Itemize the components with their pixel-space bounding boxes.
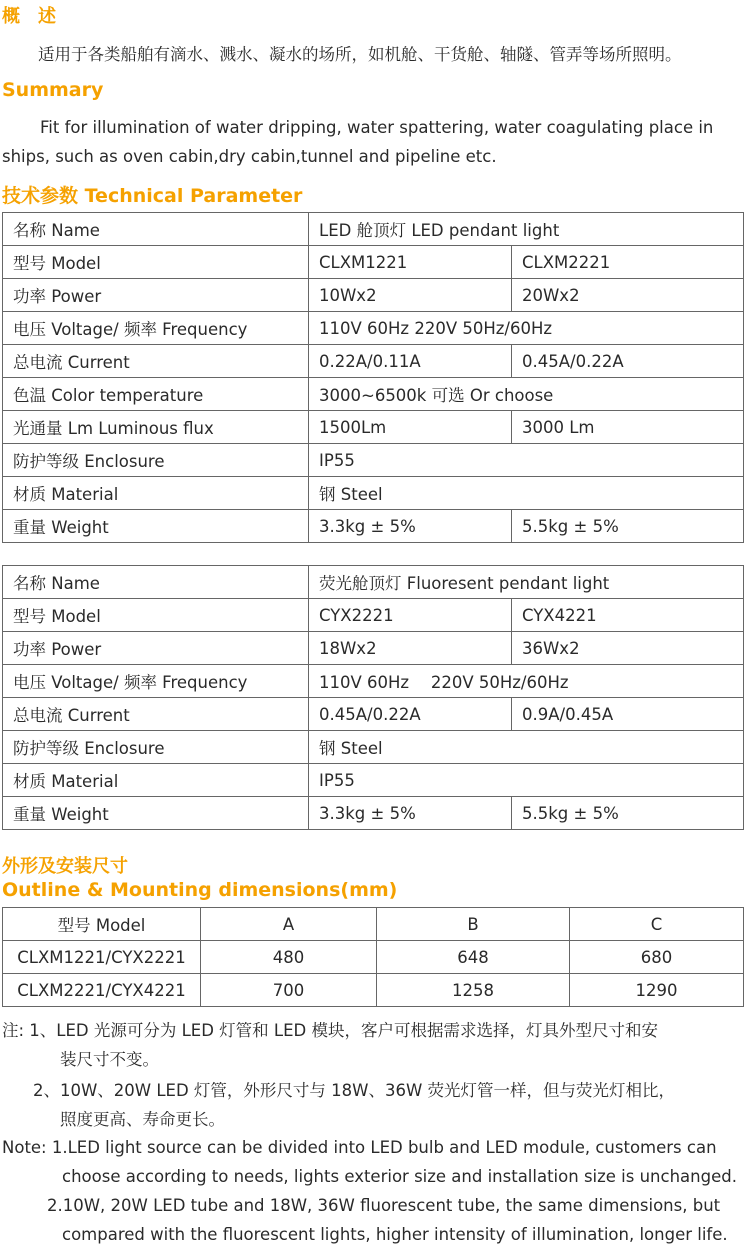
summary-heading: Summary: [2, 79, 104, 101]
dimensions-cell: 1290: [570, 974, 744, 1007]
note-en-2-line1: 2.10W, 20W LED tube and 18W, 36W fluorescent tube, the same dimensions, but: [47, 1196, 721, 1215]
spec-row: [3, 599, 744, 632]
note-cn-1-line1: 注: 1、LED 光源可分为 LED 灯管和 LED 模块，客户可根据需求选择，灯具外型尺寸和安: [2, 1021, 658, 1040]
spec-label: 色温 Color temperature: [3, 378, 309, 411]
spec-value: CLXM1221: [309, 246, 512, 279]
spec-row: [3, 279, 744, 312]
spec-value-alt: 0.9A/0.45A: [512, 698, 744, 731]
spec-row: [3, 698, 744, 731]
dimensions-header-cell: A: [201, 908, 377, 941]
spec-label: 材质 Material: [3, 764, 309, 797]
spec-row: [3, 411, 744, 444]
spec-value: 钢 Steel: [309, 731, 744, 764]
spec-label: 电压 Voltage/ 频率 Frequency: [3, 312, 309, 345]
spec-label: 功率 Power: [3, 632, 309, 665]
dimensions-row: [3, 974, 744, 1007]
note-en-1-line2: choose according to needs, lights exterior size and installation size is unchanged.: [62, 1167, 737, 1186]
spec-row: [3, 444, 744, 477]
spec-label: 名称 Name: [3, 213, 309, 246]
spec-value: 0.45A/0.22A: [309, 698, 512, 731]
dimensions-header-cell: C: [570, 908, 744, 941]
spec-row: [3, 378, 744, 411]
spec-value: CYX2221: [309, 599, 512, 632]
spec-label: 功率 Power: [3, 279, 309, 312]
dimensions-cell: CLXM1221/CYX2221: [3, 941, 201, 974]
spec-label: 总电流 Current: [3, 345, 309, 378]
spec-value-alt: 3000 Lm: [512, 411, 744, 444]
spec-row: [3, 510, 744, 543]
spec-value: IP55: [309, 444, 744, 477]
spec-label: 防护等级 Enclosure: [3, 444, 309, 477]
dimensions-cell: 700: [201, 974, 377, 1007]
spec-label: 型号 Model: [3, 246, 309, 279]
spec-value: 1500Lm: [309, 411, 512, 444]
summary-text-line2: ships, such as oven cabin,dry cabin,tunnel and pipeline etc.: [2, 147, 497, 166]
spec-row: [3, 731, 744, 764]
dimensions-header-row: [3, 908, 744, 941]
spec-value: 荧光舱顶灯 Fluoresent pendant light: [309, 566, 744, 599]
spec-row: [3, 764, 744, 797]
spec-value: 3000~6500k 可选 Or choose: [309, 378, 744, 411]
spec-label: 总电流 Current: [3, 698, 309, 731]
note-en-1-line1: Note: 1.LED light source can be divided into LED bulb and LED module, customers can: [2, 1138, 717, 1157]
spec-value: LED 舱顶灯 LED pendant light: [309, 213, 744, 246]
dimensions-cell: 1258: [377, 974, 570, 1007]
spec-value-alt: CYX4221: [512, 599, 744, 632]
spec-value: 18Wx2: [309, 632, 512, 665]
overview-heading-cn: 概 述: [2, 6, 56, 27]
dimensions-cell: CLXM2221/CYX4221: [3, 974, 201, 1007]
dimensions-heading-en: Outline & Mounting dimensions(mm): [2, 879, 398, 901]
spec-label: 光通量 Lm Luminous flux: [3, 411, 309, 444]
spec-value-alt: 36Wx2: [512, 632, 744, 665]
spec-label: 重量 Weight: [3, 797, 309, 830]
spec-row: [3, 566, 744, 599]
technical-heading: 技术参数 Technical Parameter: [2, 185, 303, 207]
spec-row: [3, 213, 744, 246]
spec-row: [3, 797, 744, 830]
spec-row: [3, 632, 744, 665]
dimensions-cell: 680: [570, 941, 744, 974]
dimensions-cell: 648: [377, 941, 570, 974]
spec-label: 电压 Voltage/ 频率 Frequency: [3, 665, 309, 698]
spec-row: [3, 477, 744, 510]
spec-label: 重量 Weight: [3, 510, 309, 543]
spec-value: 3.3kg ± 5%: [309, 797, 512, 830]
spec-row: [3, 665, 744, 698]
led-spec-table: [2, 212, 744, 543]
spec-value: 0.22A/0.11A: [309, 345, 512, 378]
note-cn-1-line2: 装尺寸不变。: [60, 1050, 159, 1069]
spec-value: 110V 60Hz 220V 50Hz/60Hz: [309, 312, 744, 345]
spec-label: 材质 Material: [3, 477, 309, 510]
note-en-2-line2: compared with the fluorescent lights, higher intensity of illumination, longer life.: [62, 1225, 728, 1244]
spec-value-alt: 5.5kg ± 5%: [512, 797, 744, 830]
spec-value-alt: 0.45A/0.22A: [512, 345, 744, 378]
spec-row: [3, 312, 744, 345]
note-cn-2-line1: 2、10W、20W LED 灯管，外形尺寸与 18W、36W 荧光灯管一样，但与荧光灯相比，: [33, 1081, 676, 1100]
spec-value: 110V 60Hz 220V 50Hz/60Hz: [309, 665, 744, 698]
dimensions-heading-cn: 外形及安装尺寸: [2, 856, 128, 877]
dimensions-cell: 480: [201, 941, 377, 974]
dimensions-row: [3, 941, 744, 974]
overview-text-cn: 适用于各类船舶有滴水、溅水、凝水的场所，如机舱、干货舱、轴隧、管弄等场所照明。: [38, 45, 682, 64]
dimensions-header-cell: B: [377, 908, 570, 941]
spec-value: IP55: [309, 764, 744, 797]
spec-row: [3, 246, 744, 279]
spec-label: 名称 Name: [3, 566, 309, 599]
spec-label: 防护等级 Enclosure: [3, 731, 309, 764]
spec-value-alt: 20Wx2: [512, 279, 744, 312]
summary-text-line1: Fit for illumination of water dripping, water spattering, water coagulating place in: [40, 118, 714, 137]
dimensions-table: [2, 907, 744, 1007]
spec-value-alt: CLXM2221: [512, 246, 744, 279]
spec-value: 10Wx2: [309, 279, 512, 312]
spec-value: 3.3kg ± 5%: [309, 510, 512, 543]
dimensions-header-cell: 型号 Model: [3, 908, 201, 941]
spec-value: 钢 Steel: [309, 477, 744, 510]
spec-value-alt: 5.5kg ± 5%: [512, 510, 744, 543]
spec-row: [3, 345, 744, 378]
note-cn-2-line2: 照度更高、寿命更长。: [60, 1110, 225, 1129]
fluorescent-spec-table: [2, 565, 744, 830]
spec-label: 型号 Model: [3, 599, 309, 632]
